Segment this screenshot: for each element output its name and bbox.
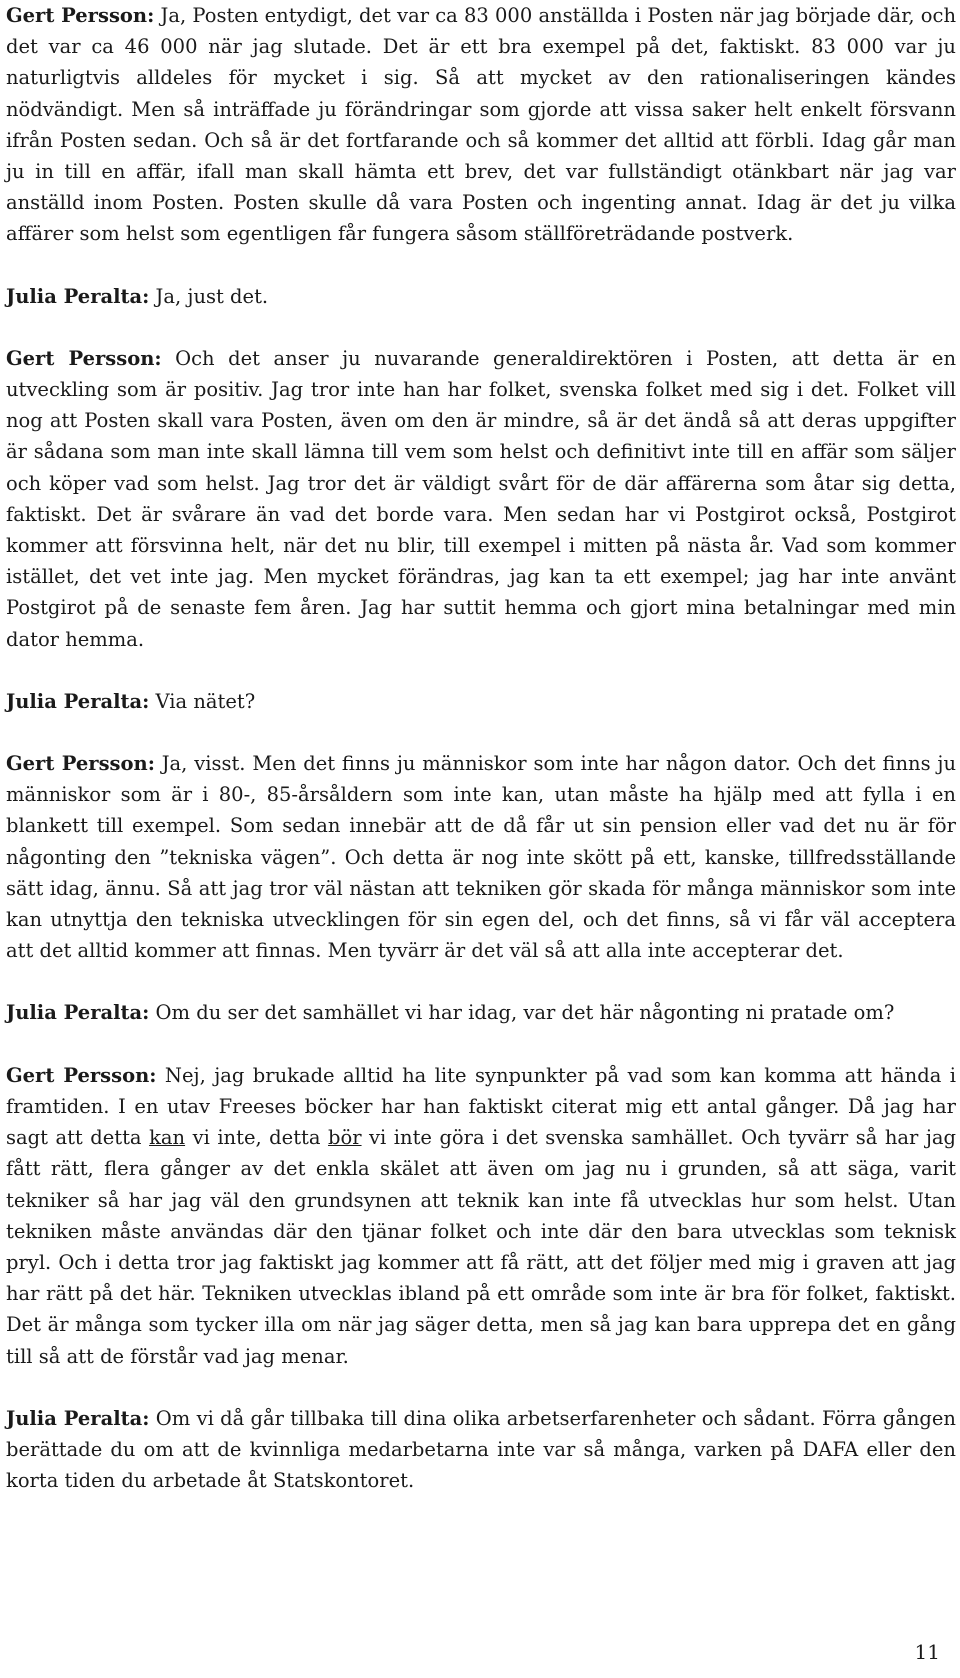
paragraph-text: Ja, visst. Men det finns ju människor som inte har någon dator. Och det finns ju människor som är i 80-, 85-årsåldern som inte kan, utan måste ha hjälp med att fylla i en blankett till exempel. Som sedan innebär att de då får ut sin pension eller vad det nu är för någonting den ”tekniska vägen”. Och detta är nog inte skött på ett, kanske, tillfredsställande sätt idag, ännu. Så att jag tror väl nästan att tekniken gör skada för många människor som inte kan utnyttja den tekniska utvecklingen för sin egen del, och det finns, så vi får väl acceptera att det alltid kommer att finnas. Men tyvärr är det väl så att alla inte accepterar det.	[6, 752, 957, 963]
paragraph-gert-2	[6, 343, 956, 655]
paragraph-gert-3	[6, 748, 956, 966]
speaker-label: Gert Persson:	[6, 4, 155, 27]
speaker-label: Gert Persson:	[6, 752, 155, 776]
speaker-label: Julia Peralta:	[6, 1406, 150, 1430]
paragraph-julia-1	[6, 281, 956, 312]
paragraph-julia-4	[6, 1403, 956, 1497]
paragraph-text: Och det anser ju nuvarande generaldirektören i Posten, att detta är en utveckling som är positiv. Jag tror inte han har folket, svenska folket med sig i det. Folket vill nog att Posten skall vara Posten, även om den är mindre, så är det ändå så att deras uppgifter är sådana som man inte skall lämna till vem som helst och definitivt inte till en affär som säljer och köper vad som helst. Jag tror det är väldigt svårt för de där affärerna som åtar sig detta, faktiskt. Det är svårare än vad det borde vara. Men sedan har vi Postgirot också, Postgirot kommer att försvinna helt, när det nu blir, till exempel i mitten på nästa år. Vad som kommer istället, det vet inte jag. Men mycket förändras, jag kan ta ett exempel; jag har inte använt Postgirot på de senaste fem åren. Jag har suttit hemma och gjort mina betalningar med min dator hemma.	[6, 346, 956, 651]
paragraph-text: Nej, jag brukade alltid ha lite synpunkter på vad som kan komma att hända i framtiden. I en utav Freeses böcker har han faktiskt citerat mig ett antal gånger. Då jag har sagt att detta	[6, 1063, 956, 1150]
paragraph-text: Via nätet?	[149, 689, 256, 713]
document-page	[6, 0, 956, 1496]
paragraph-text: Ja, Posten entydigt, det var ca 83 000 anställda i Posten när jag började där, och det var ca 46 000 när jag slutade. Det är ett bra exempel på det, faktiskt. 83 000 var ju naturligtvis alldeles för mycket i sig. Så att mycket av den rationaliseringen kändes nödvändigt. Men så inträffade ju förändringar som gjorde att vissa saker helt enkelt försvann ifrån Posten sedan. Och så är det fortfarande och så kommer det alltid att förbli. Idag går man ju in till en affär, ifall man skall hämta ett brev, det var fullständigt otänkbart när jag var anställd inom Posten. Posten skulle då vara Posten och ingenting annat. Idag är det ju vilka affärer som helst som egentligen får fungera såsom ställföreträdande postverk.	[6, 4, 956, 246]
paragraph-text: Om vi då går tillbaka till dina olika arbetserfarenheter och sådant. Förra gången berättade du om att de kvinnliga medarbetarna inte var så många, varken på DAFA eller den korta tiden du arbetade åt Statskontoret.	[6, 1406, 956, 1493]
speaker-label: Gert Persson:	[6, 346, 162, 370]
speaker-label: Gert Persson:	[6, 1063, 157, 1087]
paragraph-text: Om du ser det samhället vi har idag, var det här någonting ni pratade om?	[149, 1001, 895, 1025]
paragraph-gert-4	[6, 1060, 956, 1372]
paragraph-gert-1	[6, 0, 956, 250]
paragraph-text: vi inte, detta	[185, 1126, 328, 1150]
paragraph-text: Ja, just det.	[149, 284, 269, 308]
underlined-word-bor: bör	[328, 1126, 362, 1150]
underlined-word-kan: kan	[149, 1126, 186, 1150]
paragraph-julia-2	[6, 686, 956, 717]
speaker-label: Julia Peralta:	[6, 284, 150, 308]
speaker-label: Julia Peralta:	[6, 1001, 150, 1025]
page-number: 11	[914, 1640, 940, 1664]
paragraph-text: vi inte göra i det svenska samhället. Och tyvärr så har jag fått rätt, flera gånger av det enkla skälet att även om jag nu i grunden, så att säga, varit tekniker så har jag väl den grundsynen att teknik kan inte få utvecklas hur som helst. Utan tekniken måste användas där den tjänar folket och inte där den bara utvecklas som teknisk pryl. Och i detta tror jag faktiskt jag kommer att få rätt, att det följer med mig i graven att jag har rätt på det här. Tekniken utvecklas ibland på ett område som inte är bra för folket, faktiskt. Det är många som tycker illa om när jag säger detta, men så jag kan bara upprepa det en gång till så att de förstår vad jag menar.	[6, 1126, 956, 1368]
speaker-label: Julia Peralta:	[6, 689, 150, 713]
paragraph-julia-3	[6, 997, 956, 1028]
